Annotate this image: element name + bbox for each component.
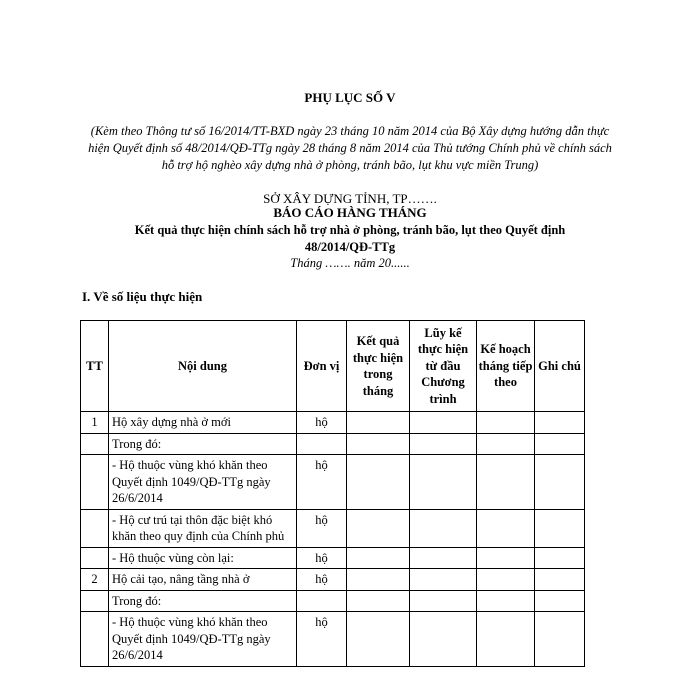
table-header-row	[81, 321, 585, 412]
cell-notes	[535, 412, 585, 434]
report-period: Tháng ……. năm 20......	[290, 256, 410, 270]
row-unit: hộ	[297, 455, 347, 510]
column-header-unit: Đơn vị	[297, 321, 347, 412]
table-row	[81, 612, 585, 667]
appendix-title: PHỤ LỤC SỐ V	[304, 90, 396, 105]
row-content: - Hộ thuộc vùng khó khăn theo Quyết định 1049/QĐ-TTg ngày 26/6/2014	[109, 455, 297, 510]
column-header-notes: Ghi chú	[535, 321, 585, 412]
cell-notes	[535, 569, 585, 591]
table-row	[81, 433, 585, 455]
row-content: Hộ cải tạo, nâng tầng nhà ở	[109, 569, 297, 591]
cell-next-plan	[477, 455, 535, 510]
cell-next-plan	[477, 509, 535, 547]
column-header-next-plan: Kế hoạch tháng tiếp theo	[477, 321, 535, 412]
row-content: - Hộ thuộc vùng còn lại:	[109, 547, 297, 569]
cell-cumulative	[410, 547, 477, 569]
cell-next-plan	[477, 590, 535, 612]
row-number	[81, 455, 109, 510]
table-row	[81, 590, 585, 612]
cell-cumulative	[410, 433, 477, 455]
cell-monthly-result	[347, 569, 410, 591]
cell-monthly-result	[347, 455, 410, 510]
column-header-monthly-result: Kết quả thực hiện trong tháng	[347, 321, 410, 412]
row-content: - Hộ thuộc vùng khó khăn theo Quyết định 1049/QĐ-TTg ngày 26/6/2014	[109, 612, 297, 667]
cell-monthly-result	[347, 412, 410, 434]
row-number	[81, 547, 109, 569]
cell-monthly-result	[347, 547, 410, 569]
row-content: Hộ xây dựng nhà ở mới	[109, 412, 297, 434]
table-row	[81, 509, 585, 547]
row-unit: hộ	[297, 509, 347, 547]
legal-basis-note: (Kèm theo Thông tư số 16/2014/TT-BXD ngày 23 tháng 10 năm 2014 của Bộ Xây dựng hướng dẫn thực hiện Quyết định số 48/2014/QĐ-TTg ngày 28 tháng 8 năm 2014 của Thủ tướng Chính phủ về chính sách hỗ trợ hộ nghèo xây dựng nhà ở phòng, tránh bão, lụt khu vực miền Trung)	[88, 124, 612, 172]
row-content: Trong đó:	[109, 433, 297, 455]
cell-notes	[535, 547, 585, 569]
column-header-cumulative: Lũy kế thực hiện từ đầu Chương trình	[410, 321, 477, 412]
report-table	[80, 320, 585, 667]
cell-cumulative	[410, 412, 477, 434]
cell-notes	[535, 455, 585, 510]
cell-monthly-result	[347, 612, 410, 667]
table-row	[81, 547, 585, 569]
cell-cumulative	[410, 590, 477, 612]
cell-cumulative	[410, 455, 477, 510]
row-unit	[297, 433, 347, 455]
cell-notes	[535, 590, 585, 612]
cell-notes	[535, 612, 585, 667]
cell-monthly-result	[347, 590, 410, 612]
cell-monthly-result	[347, 433, 410, 455]
row-number: 1	[81, 412, 109, 434]
cell-cumulative	[410, 612, 477, 667]
row-content: Trong đó:	[109, 590, 297, 612]
row-unit: hộ	[297, 612, 347, 667]
row-number: 2	[81, 569, 109, 591]
row-number	[81, 433, 109, 455]
report-title: BÁO CÁO HÀNG THÁNG	[273, 205, 427, 220]
cell-next-plan	[477, 569, 535, 591]
table-row	[81, 455, 585, 510]
section-heading: I. Về số liệu thực hiện	[82, 289, 203, 304]
row-unit	[297, 590, 347, 612]
cell-cumulative	[410, 509, 477, 547]
cell-next-plan	[477, 547, 535, 569]
cell-notes	[535, 509, 585, 547]
cell-monthly-result	[347, 509, 410, 547]
table-row	[81, 412, 585, 434]
table-row	[81, 569, 585, 591]
cell-next-plan	[477, 612, 535, 667]
organization-name: SỞ XÂY DỰNG TỈNH, TP…….	[263, 191, 437, 206]
row-number	[81, 612, 109, 667]
row-unit: hộ	[297, 569, 347, 591]
row-content: - Hộ cư trú tại thôn đặc biệt khó khăn theo quy định của Chính phủ	[109, 509, 297, 547]
row-unit: hộ	[297, 547, 347, 569]
column-header-tt: TT	[81, 321, 109, 412]
row-number	[81, 509, 109, 547]
row-unit: hộ	[297, 412, 347, 434]
cell-next-plan	[477, 433, 535, 455]
cell-cumulative	[410, 569, 477, 591]
cell-next-plan	[477, 412, 535, 434]
column-header-content: Nội dung	[109, 321, 297, 412]
report-subtitle: Kết quả thực hiện chính sách hỗ trợ nhà ở phòng, tránh bão, lụt theo Quyết định 48/2014/QĐ-TTg	[134, 223, 566, 254]
row-number	[81, 590, 109, 612]
cell-notes	[535, 433, 585, 455]
